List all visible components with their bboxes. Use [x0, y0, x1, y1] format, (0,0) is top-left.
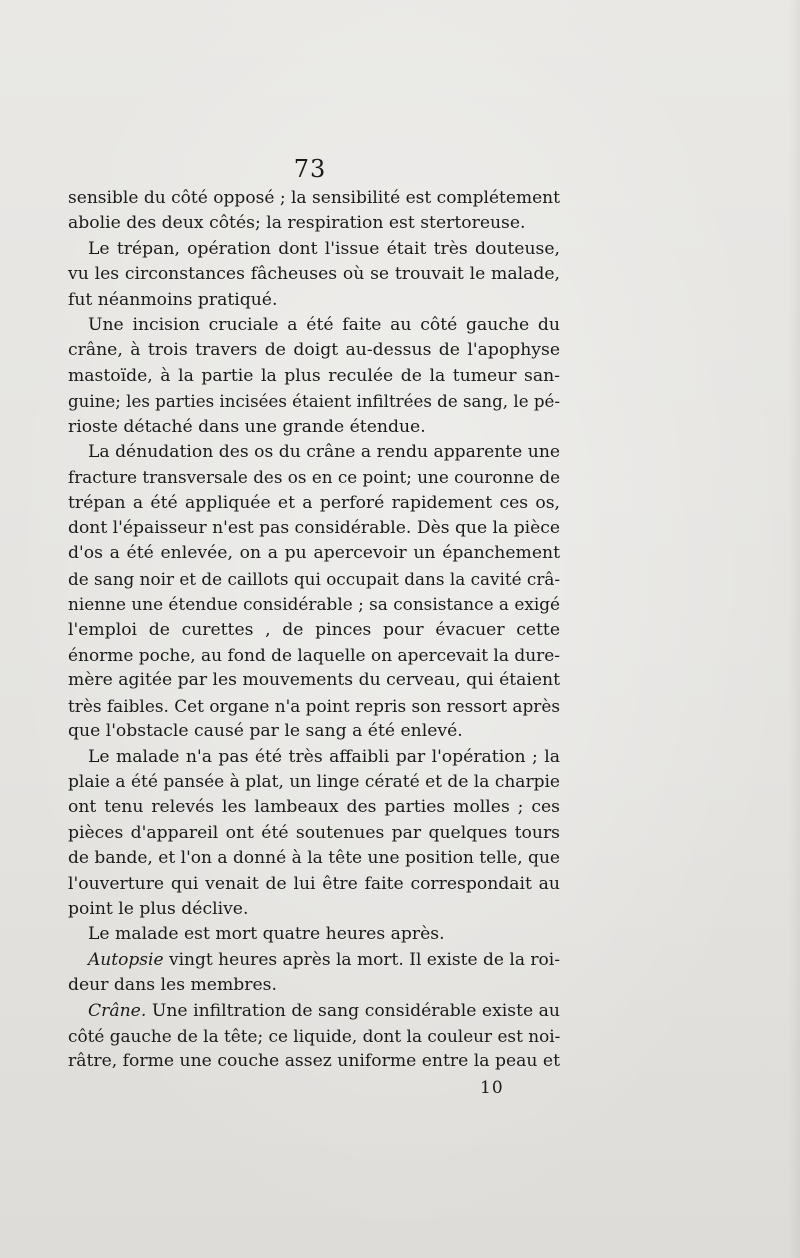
- line-text: vu les circonstances fâcheuses où se trouvait le malade,: [68, 264, 560, 285]
- line-text: l'ouverture qui venait de lui être faite correspondait au: [68, 873, 560, 894]
- signature-mark: 10: [480, 1078, 504, 1098]
- line-text: de bande, et l'on a donné à la tête une position telle, que: [68, 848, 560, 869]
- text-line: [68, 618, 560, 643]
- text-line: [68, 567, 560, 592]
- text-line: [68, 872, 560, 897]
- line-text: sensible du côté opposé ; la sensibilité est complétement: [68, 188, 560, 208]
- text-line: [68, 643, 560, 668]
- text-line: [68, 440, 560, 465]
- line-text: pièces d'appareil ont été soutenues par quelques tours: [68, 822, 560, 843]
- text-line: [68, 1049, 560, 1074]
- text-line: [68, 745, 560, 770]
- line-text: guine; les parties incisées étaient infiltrées de sang, le pé-: [68, 392, 560, 412]
- line-text: énorme poche, au fond de laquelle on apercevait la dure-: [68, 645, 560, 666]
- text-line: [68, 288, 560, 313]
- text-line: [68, 1024, 560, 1049]
- page-number: 73: [293, 155, 327, 183]
- text-line: [68, 948, 560, 973]
- text-line: [68, 897, 560, 922]
- line-text: Le malade n'a pas été très affaibli par l'opération ; la: [88, 746, 560, 767]
- line-text: fracture transversale des os en ce point; une couronne de: [68, 467, 560, 488]
- text-line: [68, 516, 560, 541]
- italic-heading: Crâne.: [88, 1000, 147, 1021]
- text-line: [68, 491, 560, 516]
- line-text: côté gauche de la tête; ce liquide, dont la couleur est noi-: [68, 1025, 561, 1046]
- line-text: rioste détaché dans une grande étendue.: [68, 416, 426, 437]
- text-line: [68, 262, 560, 287]
- text-line: [68, 415, 560, 440]
- line-text: point le plus déclive.: [68, 898, 249, 919]
- line-text: très faibles. Cet organe n'a point repris son ressort après: [68, 695, 560, 716]
- line-text: de sang noir et de caillots qui occupait dans la cavité crâ-: [68, 568, 561, 589]
- line-text: l'emploi de curettes , de pinces pour évacuer cette: [68, 619, 560, 640]
- text-line: [68, 999, 560, 1024]
- text-line: [68, 770, 560, 795]
- text-line: [68, 237, 560, 262]
- text-line: [68, 389, 560, 414]
- line-text: d'os a été enlevée, on a pu apercevoir un épanchement: [68, 543, 560, 564]
- text-line: [68, 541, 560, 566]
- text-line: [68, 719, 560, 744]
- line-text: ont tenu relevés les lambeaux des parties molles ; ces: [68, 797, 560, 818]
- line-text: dont l'épaisseur n'est pas considérable. Dès que la pièce: [68, 518, 561, 539]
- text-line: [68, 973, 560, 998]
- text-line: [68, 338, 560, 363]
- text-line: [68, 465, 560, 490]
- italic-heading: Autopsie: [88, 949, 164, 970]
- text-line: [68, 922, 560, 947]
- line-text: fut néanmoins pratiqué.: [68, 289, 278, 310]
- line-text: plaie a été pansée à plat, un linge cératé et de la charpie: [68, 771, 560, 792]
- text-line: [68, 592, 560, 617]
- line-text: râtre, forme une couche assez uniforme entre la peau et: [68, 1051, 561, 1072]
- text-line: [68, 795, 560, 820]
- line-text: trépan a été appliquée et a perforé rapidement ces os,: [68, 492, 560, 513]
- line-text: mère agitée par les mouvements du cerveau, qui étaient: [68, 670, 560, 691]
- text-line: [68, 211, 560, 236]
- line-text: Une incision cruciale a été faite au côté gauche du: [88, 314, 560, 335]
- text-line: [68, 668, 560, 693]
- line-text: Le malade est mort quatre heures après.: [88, 924, 445, 945]
- line-text: crâne, à trois travers de doigt au-dessus de l'apophyse: [68, 340, 560, 361]
- line-text: La dénudation des os du crâne a rendu apparente une: [88, 441, 561, 462]
- line-text: Le trépan, opération dont l'issue était très douteuse,: [88, 238, 560, 259]
- line-text: nienne une étendue considérable ; sa consistance a exigé: [68, 594, 561, 615]
- text-line: [68, 186, 560, 211]
- line-text: mastoïde, à la partie la plus reculée de la tumeur san-: [68, 365, 560, 386]
- line-text: que l'obstacle causé par le sang a été enlevé.: [68, 721, 463, 742]
- page-edge-shadow: [788, 0, 800, 1258]
- text-line: [68, 821, 560, 846]
- line-text: vingt heures après la mort. Il existe de la roi-: [163, 949, 561, 970]
- line-text: deur dans les membres.: [68, 975, 277, 996]
- line-text: abolie des deux côtés; la respiration est stertoreuse.: [68, 213, 526, 234]
- text-line: [68, 846, 560, 871]
- text-line: [68, 364, 560, 389]
- text-line: [68, 313, 560, 338]
- body-text: [68, 186, 560, 1075]
- text-line: [68, 694, 560, 719]
- line-text: Une infiltration de sang considérable existe au: [146, 1000, 560, 1021]
